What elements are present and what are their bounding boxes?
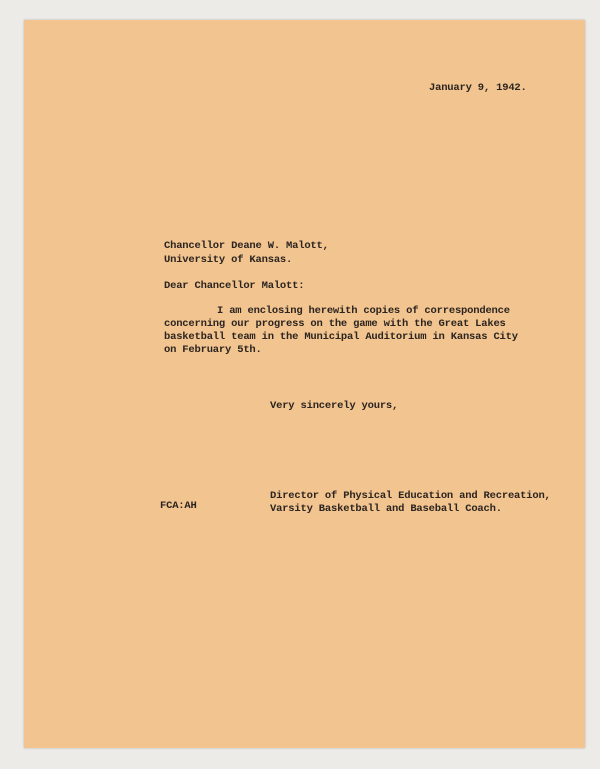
recipient-name: Chancellor Deane W. Malott,: [164, 240, 329, 252]
body-line: I am enclosing herewith copies of correspondence: [217, 305, 510, 317]
body-line: basketball team in the Municipal Auditorium in Kansas City: [164, 331, 518, 343]
body-line: concerning our progress on the game with the Great Lakes: [164, 318, 506, 330]
recipient-institution: University of Kansas.: [164, 254, 293, 266]
salutation: Dear Chancellor Malott:: [164, 280, 305, 292]
letter-page: [24, 20, 585, 748]
letter-date: January 9, 1942.: [429, 82, 527, 94]
signature-title-line: Varsity Basketball and Baseball Coach.: [270, 503, 502, 515]
signature-title-line: Director of Physical Education and Recreation,: [270, 490, 551, 502]
body-line: on February 5th.: [164, 344, 262, 356]
closing: Very sincerely yours,: [270, 400, 399, 412]
reference-initials: FCA:AH: [160, 500, 197, 512]
